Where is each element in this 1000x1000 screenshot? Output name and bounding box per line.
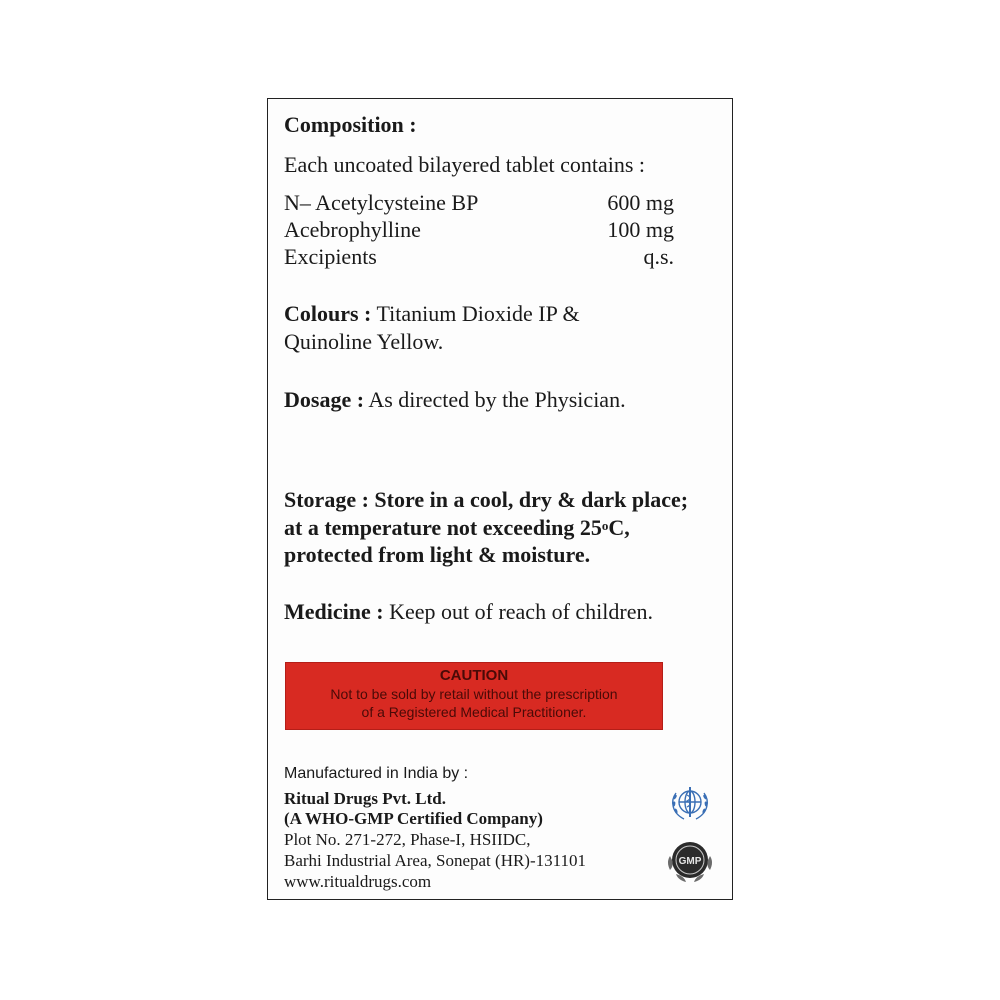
caution-line1: Not to be sold by retail without the prescription: [330, 686, 618, 702]
ingredient-amount: 100 mg: [607, 217, 674, 242]
medicine-label-panel: [267, 98, 733, 900]
colours-section: [284, 301, 580, 327]
medicine-section: [284, 599, 653, 625]
caution-title: CAUTION: [439, 667, 509, 684]
storage-line2-suffix: C,: [608, 514, 630, 540]
composition-intro: Each uncoated bilayered tablet contains :: [284, 152, 646, 177]
storage-line2-prefix: at a temperature not exceeding 25: [284, 514, 602, 540]
dosage-label: Dosage :: [284, 387, 365, 412]
storage-section: [284, 486, 688, 569]
ingredient-name: Acebrophylline: [284, 217, 421, 242]
manufacturer-label: Manufactured in India by :: [284, 765, 469, 782]
manufacturer-address-line1: Plot No. 271-272, Phase-I, HSIIDC,: [284, 830, 531, 849]
ingredient-name: Excipients: [284, 244, 377, 269]
storage-line1: Storage : Store in a cool, dry & dark place;: [284, 487, 689, 512]
manufacturer-certification: (A WHO-GMP Certified Company): [284, 809, 543, 828]
ingredient-amount: q.s.: [643, 244, 674, 269]
ingredient-amount: 600 mg: [607, 190, 674, 215]
degree-symbol: o: [601, 517, 609, 533]
dosage-section: [284, 387, 626, 413]
storage-line2: [284, 514, 688, 542]
medicine-text: Keep out of reach of children.: [389, 599, 653, 624]
storage-line3: protected from light & moisture.: [284, 542, 591, 567]
dosage-text: As directed by the Physician.: [368, 387, 626, 412]
colours-text-line1: Titanium Dioxide IP &: [376, 301, 580, 326]
colours-label: Colours :: [284, 301, 372, 326]
colours-text-line2: Quinoline Yellow.: [284, 329, 444, 354]
manufacturer-name: Ritual Drugs Pvt. Ltd.: [284, 789, 446, 808]
caution-line2: of a Registered Medical Practitioner.: [361, 704, 587, 720]
composition-heading: Composition :: [284, 112, 417, 137]
ingredient-name: N– Acetylcysteine BP: [284, 190, 479, 215]
gmp-seal-icon: [664, 834, 716, 886]
who-emblem-icon: [664, 781, 716, 827]
manufacturer-address-line2: Barhi Industrial Area, Sonepat (HR)-131101: [284, 851, 586, 870]
medicine-label: Medicine :: [284, 599, 384, 624]
manufacturer-website: www.ritualdrugs.com: [284, 872, 432, 891]
caution-box: [285, 662, 663, 730]
gmp-seal-text: GMP: [678, 856, 702, 867]
